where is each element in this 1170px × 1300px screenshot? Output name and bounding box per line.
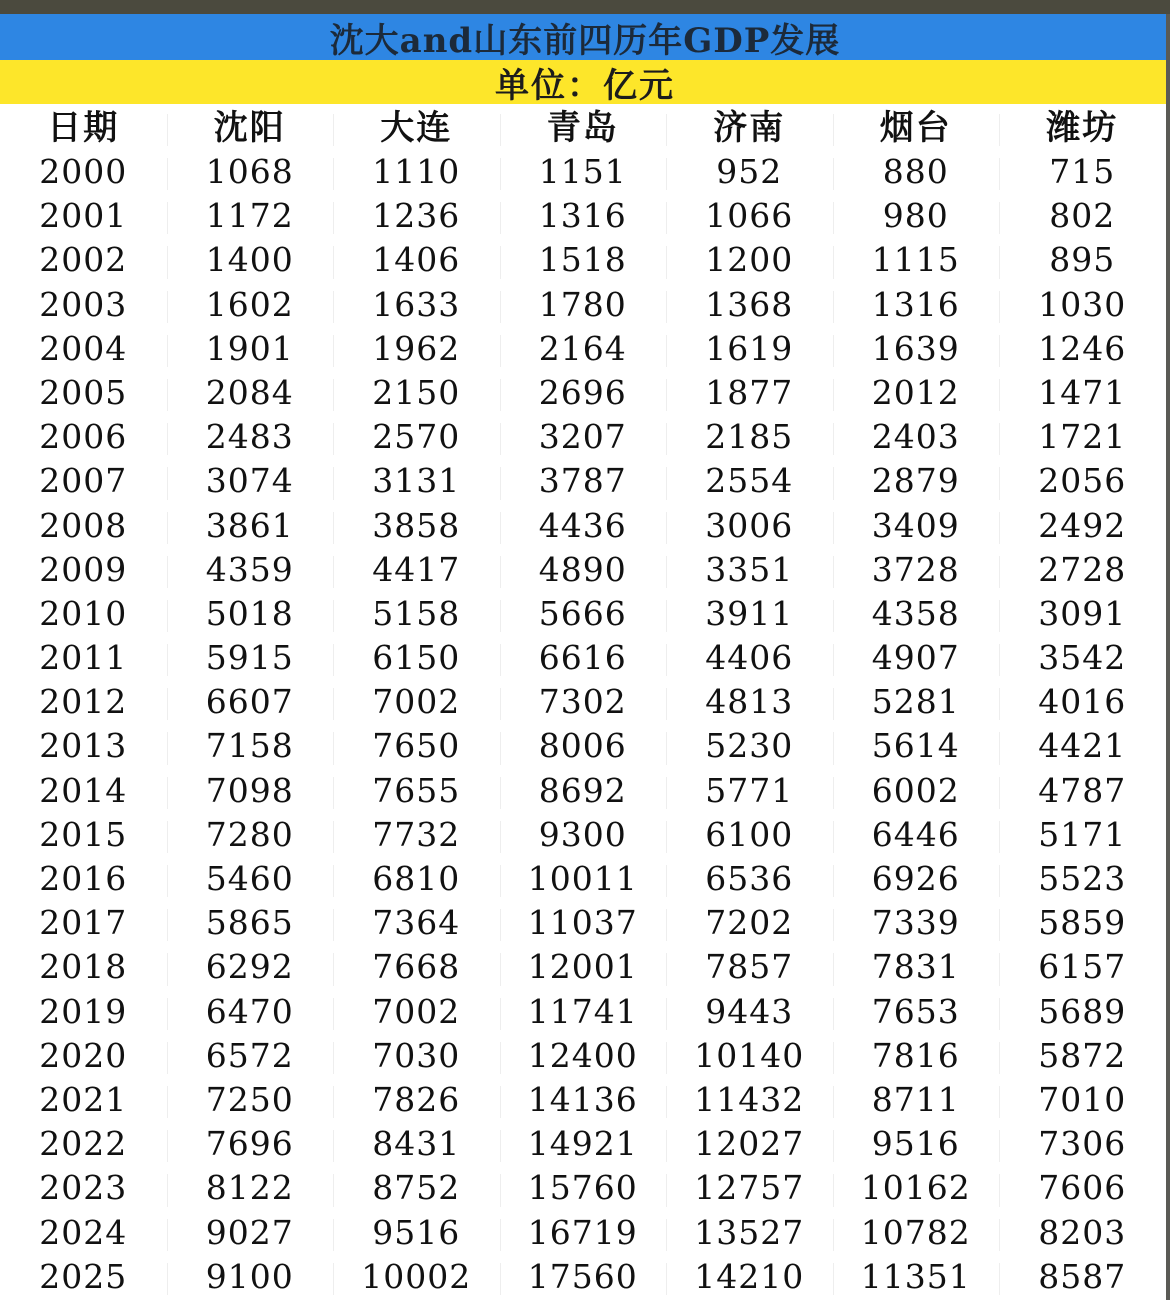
cell-shenyang: 6572 [167, 1034, 334, 1078]
table-row [0, 150, 1166, 194]
cell-weifang: 4787 [999, 769, 1166, 813]
cell-year: 2022 [39, 1124, 128, 1164]
table-row [0, 415, 1166, 459]
cell-year: 2005 [39, 372, 128, 412]
table-row [0, 1078, 1166, 1122]
cell-jinan: 1368 [666, 283, 833, 327]
cell-weifang: 1471 [999, 371, 1166, 415]
cell-yantai: 6002 [833, 769, 1000, 813]
cell-jinan: 5230 [666, 724, 833, 768]
cell-year: 2011 [39, 638, 128, 678]
cell-weifang: 7010 [999, 1078, 1166, 1122]
cell-dalian: 2570 [333, 415, 500, 459]
cell-shenyang: 1068 [167, 150, 334, 194]
cell-yantai: 2403 [833, 415, 1000, 459]
cell-weifang: 4421 [999, 724, 1166, 768]
table-row [0, 1122, 1166, 1166]
cell-dalian: 10002 [333, 1255, 500, 1299]
table-row [0, 371, 1166, 415]
cell-dalian: 9516 [333, 1211, 500, 1255]
cell-shenyang: 1901 [167, 327, 334, 371]
cell-dalian: 3858 [333, 504, 500, 548]
table-body [0, 150, 1166, 1299]
cell-qingdao: 14136 [500, 1078, 667, 1122]
cell-year: 2008 [39, 505, 128, 545]
cell-year: 2024 [39, 1212, 128, 1252]
cell-qingdao: 12001 [500, 945, 667, 989]
cell-jinan: 1619 [666, 327, 833, 371]
cell-year: 2018 [39, 947, 128, 987]
cell-dalian: 6150 [333, 636, 500, 680]
cell-yantai: 8711 [833, 1078, 1000, 1122]
cell-weifang: 7306 [999, 1122, 1166, 1166]
cell-yantai: 1115 [833, 238, 1000, 282]
table-row [0, 901, 1166, 945]
cell-year: 2019 [39, 991, 128, 1031]
cell-qingdao: 15760 [500, 1166, 667, 1210]
cell-dalian: 7364 [333, 901, 500, 945]
cell-shenyang: 7158 [167, 724, 334, 768]
cell-year: 2002 [39, 240, 128, 280]
cell-qingdao: 9300 [500, 813, 667, 857]
cell-yantai: 4907 [833, 636, 1000, 680]
gdp-table [0, 106, 1166, 1299]
table-row [0, 769, 1166, 813]
cell-jinan: 7202 [666, 901, 833, 945]
table-row [0, 636, 1166, 680]
cell-qingdao: 16719 [500, 1211, 667, 1255]
cell-dalian: 1406 [333, 238, 500, 282]
cell-yantai: 6926 [833, 857, 1000, 901]
cell-qingdao: 6616 [500, 636, 667, 680]
cell-dalian: 2150 [333, 371, 500, 415]
cell-year: 2003 [39, 284, 128, 324]
cell-yantai: 2879 [833, 459, 1000, 503]
cell-weifang: 8203 [999, 1211, 1166, 1255]
cell-qingdao: 11037 [500, 901, 667, 945]
cell-year: 2017 [39, 903, 128, 943]
cell-shenyang: 2084 [167, 371, 334, 415]
table-row [0, 238, 1166, 282]
cell-year: 2010 [39, 593, 128, 633]
table-row [0, 945, 1166, 989]
cell-jinan: 7857 [666, 945, 833, 989]
cell-weifang: 2492 [999, 504, 1166, 548]
cell-jinan: 9443 [666, 990, 833, 1034]
cell-jinan: 1066 [666, 194, 833, 238]
cell-shenyang: 7280 [167, 813, 334, 857]
cell-shenyang: 9027 [167, 1211, 334, 1255]
cell-weifang: 715 [999, 150, 1166, 194]
cell-shenyang: 6470 [167, 990, 334, 1034]
cell-yantai: 10162 [833, 1166, 1000, 1210]
cell-jinan: 952 [666, 150, 833, 194]
cell-qingdao: 4890 [500, 548, 667, 592]
cell-yantai: 7653 [833, 990, 1000, 1034]
table-row [0, 327, 1166, 371]
header-weifang: 潍坊 [999, 106, 1166, 150]
cell-year: 2015 [39, 814, 128, 854]
cell-year: 2013 [39, 726, 128, 766]
cell-dalian: 8752 [333, 1166, 500, 1210]
table-row [0, 1255, 1166, 1299]
cell-jinan: 10140 [666, 1034, 833, 1078]
cell-dalian: 7668 [333, 945, 500, 989]
cell-shenyang: 3861 [167, 504, 334, 548]
cell-dalian: 1633 [333, 283, 500, 327]
cell-qingdao: 1780 [500, 283, 667, 327]
table-row [0, 283, 1166, 327]
cell-qingdao: 1316 [500, 194, 667, 238]
cell-qingdao: 17560 [500, 1255, 667, 1299]
cell-jinan: 4813 [666, 680, 833, 724]
cell-yantai: 9516 [833, 1122, 1000, 1166]
cell-shenyang: 1172 [167, 194, 334, 238]
cell-jinan: 4406 [666, 636, 833, 680]
cell-year: 2009 [39, 549, 128, 589]
cell-shenyang: 5018 [167, 592, 334, 636]
cell-weifang: 3542 [999, 636, 1166, 680]
cell-qingdao: 1518 [500, 238, 667, 282]
cell-year: 2004 [39, 328, 128, 368]
cell-dalian: 1236 [333, 194, 500, 238]
cell-dalian: 7655 [333, 769, 500, 813]
table-row [0, 592, 1166, 636]
cell-qingdao: 4436 [500, 504, 667, 548]
cell-year: 2012 [39, 682, 128, 722]
cell-jinan: 2554 [666, 459, 833, 503]
cell-jinan: 3006 [666, 504, 833, 548]
table-row [0, 813, 1166, 857]
cell-dalian: 3131 [333, 459, 500, 503]
cell-dalian: 6810 [333, 857, 500, 901]
cell-yantai: 3409 [833, 504, 1000, 548]
header-qingdao: 青岛 [500, 106, 667, 150]
cell-dalian: 1962 [333, 327, 500, 371]
cell-qingdao: 11741 [500, 990, 667, 1034]
cell-shenyang: 5865 [167, 901, 334, 945]
cell-shenyang: 9100 [167, 1255, 334, 1299]
cell-weifang: 5689 [999, 990, 1166, 1034]
cell-shenyang: 5915 [167, 636, 334, 680]
cell-yantai: 4358 [833, 592, 1000, 636]
cell-shenyang: 3074 [167, 459, 334, 503]
header-dalian: 大连 [333, 106, 500, 150]
cell-dalian: 8431 [333, 1122, 500, 1166]
cell-weifang: 1030 [999, 283, 1166, 327]
cell-jinan: 12757 [666, 1166, 833, 1210]
cell-year: 2000 [39, 152, 128, 191]
cell-weifang: 3091 [999, 592, 1166, 636]
cell-dalian: 7826 [333, 1078, 500, 1122]
cell-jinan: 12027 [666, 1122, 833, 1166]
cell-yantai: 7339 [833, 901, 1000, 945]
cell-weifang: 5523 [999, 857, 1166, 901]
cell-year: 2006 [39, 417, 128, 457]
header-jinan: 济南 [666, 106, 833, 150]
table-row [0, 504, 1166, 548]
cell-jinan: 6536 [666, 857, 833, 901]
cell-yantai: 6446 [833, 813, 1000, 857]
cell-dalian: 7002 [333, 680, 500, 724]
cell-shenyang: 4359 [167, 548, 334, 592]
table-row [0, 724, 1166, 768]
cell-yantai: 7831 [833, 945, 1000, 989]
cell-shenyang: 6607 [167, 680, 334, 724]
cell-dalian: 7650 [333, 724, 500, 768]
cell-yantai: 2012 [833, 371, 1000, 415]
cell-year: 2001 [39, 196, 128, 236]
cell-yantai: 5614 [833, 724, 1000, 768]
cell-qingdao: 2696 [500, 371, 667, 415]
table-row [0, 857, 1166, 901]
table-row [0, 680, 1166, 724]
cell-qingdao: 1151 [500, 150, 667, 194]
table-row [0, 1211, 1166, 1255]
cell-yantai: 1316 [833, 283, 1000, 327]
cell-weifang: 4016 [999, 680, 1166, 724]
cell-weifang: 1721 [999, 415, 1166, 459]
table-row [0, 548, 1166, 592]
cell-shenyang: 6292 [167, 945, 334, 989]
cell-qingdao: 3787 [500, 459, 667, 503]
cell-qingdao: 14921 [500, 1122, 667, 1166]
cell-weifang: 7606 [999, 1166, 1166, 1210]
cell-weifang: 5872 [999, 1034, 1166, 1078]
header-yantai: 烟台 [833, 106, 1000, 150]
cell-jinan: 14210 [666, 1255, 833, 1299]
cell-year: 2020 [39, 1035, 128, 1075]
cell-qingdao: 2164 [500, 327, 667, 371]
cell-dalian: 7030 [333, 1034, 500, 1078]
cell-dalian: 4417 [333, 548, 500, 592]
cell-year: 2014 [39, 770, 128, 810]
cell-shenyang: 1400 [167, 238, 334, 282]
cell-shenyang: 7696 [167, 1122, 334, 1166]
table-title: 沈大and山东前四历年GDP发展 [0, 14, 1170, 60]
cell-year: 2023 [39, 1168, 128, 1208]
cell-qingdao: 8692 [500, 769, 667, 813]
header-shenyang: 沈阳 [167, 106, 334, 150]
cell-jinan: 11432 [666, 1078, 833, 1122]
cell-qingdao: 8006 [500, 724, 667, 768]
cell-dalian: 7002 [333, 990, 500, 1034]
cell-shenyang: 7250 [167, 1078, 334, 1122]
cell-jinan: 6100 [666, 813, 833, 857]
cell-weifang: 2056 [999, 459, 1166, 503]
cell-jinan: 3911 [666, 592, 833, 636]
cell-year: 2016 [39, 859, 128, 898]
table-row [0, 1166, 1166, 1210]
cell-qingdao: 10011 [500, 857, 667, 901]
cell-jinan: 1877 [666, 371, 833, 415]
cell-weifang: 6157 [999, 945, 1166, 989]
table-row [0, 990, 1166, 1034]
cell-year: 2025 [39, 1256, 128, 1296]
cell-shenyang: 1602 [167, 283, 334, 327]
cell-shenyang: 8122 [167, 1166, 334, 1210]
cell-yantai: 880 [833, 150, 1000, 194]
cell-yantai: 5281 [833, 680, 1000, 724]
cell-weifang: 2728 [999, 548, 1166, 592]
table-row [0, 459, 1166, 503]
cell-jinan: 1200 [666, 238, 833, 282]
cell-weifang: 8587 [999, 1255, 1166, 1299]
cell-shenyang: 7098 [167, 769, 334, 813]
cell-year: 2021 [39, 1079, 128, 1119]
cell-year: 2007 [39, 461, 128, 501]
cell-qingdao: 3207 [500, 415, 667, 459]
cell-jinan: 2185 [666, 415, 833, 459]
right-border [1166, 14, 1170, 1300]
table-header-row [0, 106, 1166, 150]
cell-weifang: 5859 [999, 901, 1166, 945]
cell-shenyang: 2483 [167, 415, 334, 459]
cell-qingdao: 5666 [500, 592, 667, 636]
cell-dalian: 1110 [333, 150, 500, 194]
cell-jinan: 13527 [666, 1211, 833, 1255]
cell-weifang: 802 [999, 194, 1166, 238]
cell-yantai: 10782 [833, 1211, 1000, 1255]
cell-yantai: 1639 [833, 327, 1000, 371]
cell-qingdao: 12400 [500, 1034, 667, 1078]
cell-weifang: 895 [999, 238, 1166, 282]
table-row [0, 194, 1166, 238]
table-row [0, 1034, 1166, 1078]
cell-jinan: 5771 [666, 769, 833, 813]
cell-weifang: 1246 [999, 327, 1166, 371]
cell-yantai: 3728 [833, 548, 1000, 592]
cell-weifang: 5171 [999, 813, 1166, 857]
cell-dalian: 7732 [333, 813, 500, 857]
cell-jinan: 3351 [666, 548, 833, 592]
cell-yantai: 11351 [833, 1255, 1000, 1299]
cell-yantai: 980 [833, 194, 1000, 238]
cell-dalian: 5158 [333, 592, 500, 636]
header-date: 日期 [47, 108, 120, 148]
cell-yantai: 7816 [833, 1034, 1000, 1078]
unit-label: 单位：亿元 [0, 60, 1170, 104]
cell-shenyang: 5460 [167, 857, 334, 901]
cell-qingdao: 7302 [500, 680, 667, 724]
